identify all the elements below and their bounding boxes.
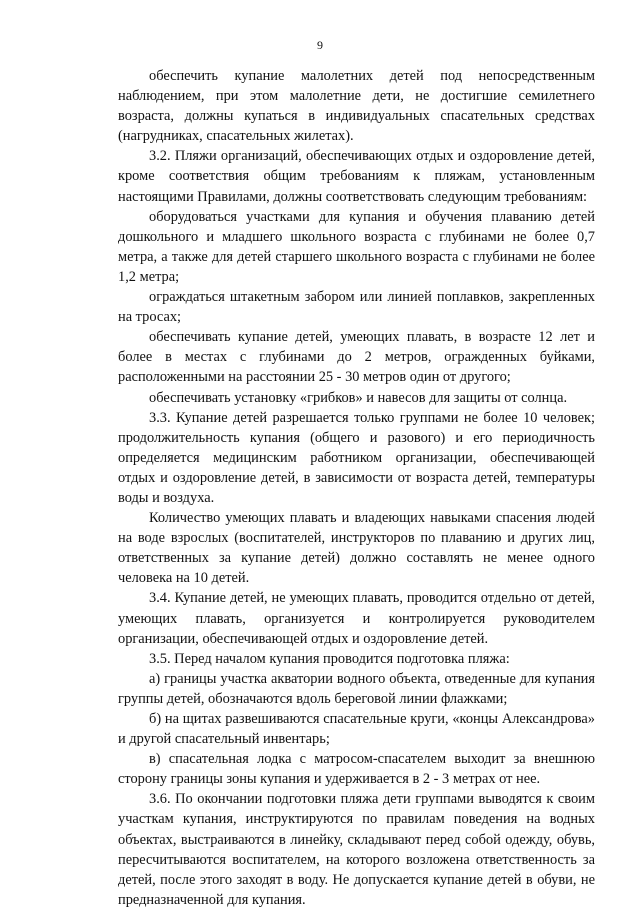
document-body [118, 66, 595, 910]
paragraph: обеспечивать установку «грибков» и навесов для защиты от солнца. [149, 389, 568, 406]
paragraph: 3.6. По окончании подготовки пляжа дети группами выводятся к своим участкам купания, инструктируются по правилам поведения на водных объектах, выстраиваются в линейку, складывают перед собой одежду, обувь, пересчитываются воспитателем, на которого возложена ответственность за детей, после этого заходят в воду. Не допускается купание детей в обуви, не предназначенной для купания. [118, 791, 595, 908]
paragraph: 3.2. Пляжи организаций, обеспечивающих отдых и оздоровление детей, кроме соответствия общим требованиям к пляжам, установленным настоящими Правилами, должны соответствовать следующим требованиям: [118, 148, 595, 205]
paragraph: обеспечивать купание детей, умеющих плавать, в возрасте 12 лет и более в местах с глубинами до 2 метров, огражденных буйками, расположенными на расстоянии 25 - 30 метров один от другого; [118, 329, 595, 386]
paragraph: обеспечить купание малолетних детей под непосредственным наблюдением, при этом малолетние дети, не достигшие семилетнего возраста, должны купаться в индивидуальных спасательных средствах (нагрудниках, спасательных жилетах). [118, 68, 595, 145]
paragraph: в) спасательная лодка с матросом-спасателем выходит за внешнюю сторону границы зоны купания и удерживается в 2 - 3 метрах от нее. [118, 751, 595, 788]
paragraph: б) на щитах развешиваются спасательные круги, «концы Александрова» и другой спасательный инвентарь; [118, 711, 595, 748]
paragraph: а) границы участка акватории водного объекта, отведенные для купания группы детей, обозначаются вдоль береговой линии флажками; [118, 670, 595, 707]
page-number: 9 [317, 38, 323, 52]
paragraph: 3.5. Перед началом купания проводится подготовка пляжа: [149, 650, 510, 667]
paragraph: 3.4. Купание детей, не умеющих плавать, проводится отдельно от детей, умеющих плавать, организуется и контролируется руководителем организации, обеспечивающей отдых и оздоровление детей. [118, 590, 595, 647]
paragraph: ограждаться штакетным забором или линией поплавков, закрепленных на тросах; [118, 289, 595, 326]
paragraph: 3.3. Купание детей разрешается только группами не более 10 человек; продолжительность купания (общего и разового) и его периодичность определяется медицинским работником организации, обеспечивающей отдых и оздоровление детей, в зависимости от возраста детей, температуры воды и воздуха. [118, 409, 595, 506]
paragraph: Количество умеющих плавать и владеющих навыками спасения людей на воде взрослых (воспитателей, инструкторов по плаванию и других лиц, ответственных за купание детей) должно составлять не менее одного человека на 10 детей. [118, 510, 595, 587]
paragraph: оборудоваться участками для купания и обучения плаванию детей дошкольного и младшего школьного возраста с глубинами не более 0,7 метра, а также для детей старшего школьного возраста с глубинами не более 1,2 метра; [118, 208, 595, 285]
